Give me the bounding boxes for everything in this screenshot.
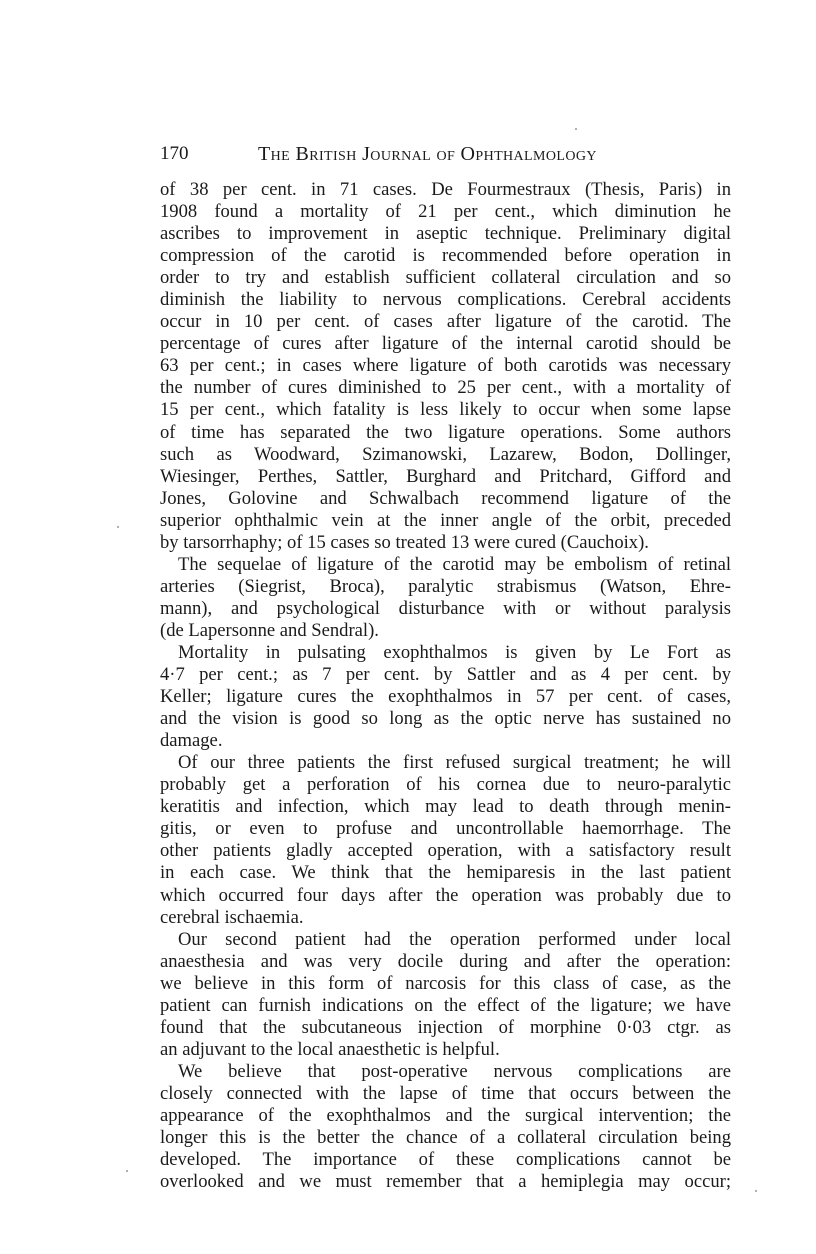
- paragraph: [160, 1061, 731, 1193]
- text-line: Mortality in pulsating exophthalmos is given by Le Fort as: [178, 641, 731, 663]
- text-line: 1908 found a mortality of 21 per cent., which diminution he: [160, 201, 731, 223]
- text-line: damage.: [160, 730, 223, 752]
- text-line: diminish the liability to nervous complications. Cerebral accidents: [160, 289, 731, 311]
- text-line: the number of cures diminished to 25 per cent., with a mortality of: [160, 377, 731, 399]
- text-line: mann), and psychological disturbance with or without paralysis: [160, 597, 731, 619]
- running-header: [160, 143, 730, 167]
- text-line: Wiesinger, Perthes, Sattler, Burghard and Pritchard, Gifford and: [160, 465, 731, 487]
- text-line: Our second patient had the operation performed under local: [178, 928, 731, 950]
- text-line: Keller; ligature cures the exophthalmos in 57 per cent. of cases,: [160, 686, 731, 708]
- text-line: developed. The importance of these complications cannot be: [160, 1149, 731, 1171]
- text-line: found that the subcutaneous injection of morphine 0·03 ctgr. as: [160, 1016, 731, 1038]
- text-line: anaesthesia and was very docile during and after the operation:: [160, 950, 731, 972]
- paragraph: [160, 929, 731, 1061]
- text-line: ascribes to improvement in aseptic technique. Preliminary digital: [160, 223, 731, 245]
- text-line: cerebral ischaemia.: [160, 906, 304, 928]
- text-line: gitis, or even to profuse and uncontrollable haemorrhage. The: [160, 818, 731, 840]
- article-body: [160, 179, 731, 1193]
- text-line: which occurred four days after the operation was probably due to: [160, 884, 731, 906]
- paragraph: [160, 179, 731, 554]
- text-line: we believe in this form of narcosis for this class of case, as the: [160, 972, 731, 994]
- text-line: The sequelae of ligature of the carotid may be embolism of retinal: [178, 553, 731, 575]
- text-line: other patients gladly accepted operation, with a satisfactory result: [160, 840, 731, 862]
- text-line: We believe that post-operative nervous complications are: [178, 1060, 731, 1082]
- text-line: 15 per cent., which fatality is less likely to occur when some lapse: [160, 399, 731, 421]
- text-line: closely connected with the lapse of time that occurs between the: [160, 1082, 731, 1104]
- scan-speck: [575, 128, 577, 130]
- text-line: overlooked and we must remember that a hemiplegia may occur;: [160, 1171, 731, 1193]
- text-line: percentage of cures after ligature of the internal carotid should be: [160, 333, 731, 355]
- text-line: in each case. We think that the hemiparesis in the last patient: [160, 862, 731, 884]
- journal-title: The British Journal of Ophthalmology: [258, 143, 597, 165]
- scan-speck: [117, 526, 119, 528]
- text-line: 4·7 per cent.; as 7 per cent. by Sattler and as 4 per cent. by: [160, 664, 731, 686]
- text-line: appearance of the exophthalmos and the surgical intervention; the: [160, 1104, 731, 1126]
- text-line: and the vision is good so long as the optic nerve has sustained no: [160, 708, 731, 730]
- paragraph: [160, 642, 731, 752]
- text-line: an adjuvant to the local anaesthetic is helpful.: [160, 1038, 500, 1060]
- text-line: probably get a perforation of his cornea due to neuro-paralytic: [160, 774, 731, 796]
- text-line: superior ophthalmic vein at the inner angle of the orbit, preceded: [160, 509, 731, 531]
- text-line: of 38 per cent. in 71 cases. De Fourmestraux (Thesis, Paris) in: [160, 179, 731, 200]
- text-line: by tarsorrhaphy; of 15 cases so treated 13 were cured (Cauchoix).: [160, 531, 649, 553]
- text-line: longer this is the better the chance of a collateral circulation being: [160, 1127, 731, 1149]
- text-line: order to try and establish sufficient collateral circulation and so: [160, 267, 731, 289]
- scan-speck: [755, 1190, 757, 1192]
- paragraph: [160, 752, 731, 928]
- text-line: 63 per cent.; in cases where ligature of both carotids was necessary: [160, 355, 731, 377]
- text-line: occur in 10 per cent. of cases after ligature of the carotid. The: [160, 311, 731, 333]
- text-line: of time has separated the two ligature operations. Some authors: [160, 421, 731, 443]
- text-line: compression of the carotid is recommended before operation in: [160, 245, 731, 267]
- text-line: (de Lapersonne and Sendral).: [160, 619, 379, 641]
- scan-speck: [126, 1170, 128, 1172]
- text-line: Jones, Golovine and Schwalbach recommend ligature of the: [160, 487, 731, 509]
- text-line: such as Woodward, Szimanowski, Lazarew, Bodon, Dollinger,: [160, 443, 731, 465]
- text-line: patient can furnish indications on the effect of the ligature; we have: [160, 994, 731, 1016]
- page-number: 170: [160, 143, 189, 164]
- paragraph: [160, 554, 731, 642]
- text-line: keratitis and infection, which may lead to death through menin-: [160, 796, 731, 818]
- text-line: Of our three patients the first refused surgical treatment; he will: [178, 752, 731, 774]
- text-line: arteries (Siegrist, Broca), paralytic strabismus (Watson, Ehre-: [160, 575, 731, 597]
